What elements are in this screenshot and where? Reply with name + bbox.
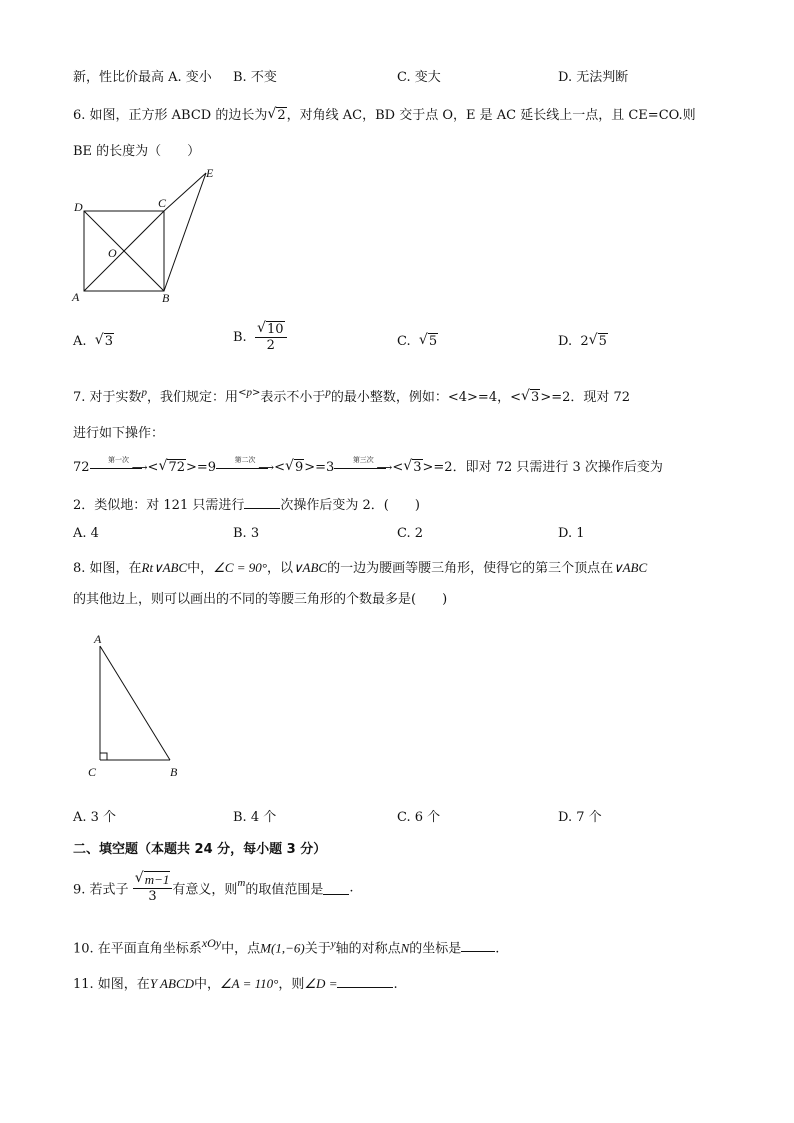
fraction: √ $\frac{m-1}{3}$ — [133, 872, 173, 904]
q8-option-c: C. 6 个 — [397, 810, 441, 825]
q7-option-b: B. 3 — [233, 526, 260, 541]
q6-option-d: D. 2√ 5 — [558, 334, 608, 349]
label-b: B — [162, 291, 170, 305]
label-o: O — [108, 246, 117, 260]
section-title: 二、填空题（本题共 24 分，每小题 3 分） — [73, 842, 327, 857]
q7-line1: 7. 对于实数$^p$，我们规定：用$^{<p>}$表示不小于$^p$的最小整数，例如：<4>=4，<√ 3>=2．现对 72 — [73, 386, 630, 405]
answer-blank — [244, 496, 280, 509]
q7-option-a: A. 4 — [73, 526, 99, 541]
q7-line2: 进行如下操作： — [73, 426, 165, 441]
q11-line: 11. 如图，在Y ABCD中，∠A = 110°，则∠D = . — [73, 976, 398, 992]
q9-line: 9. 若式子 √ $\frac{m-1}{3}$ 有意义，则$^m$的取值范围是 . — [73, 872, 353, 904]
q6-option-c: C. √ 5 — [397, 334, 438, 349]
q8-figure-triangle — [82, 628, 192, 783]
label-a: A — [94, 632, 102, 646]
right-angle-mark — [100, 753, 107, 760]
q7-option-d: D. 1 — [558, 526, 585, 541]
label-d: D — [74, 200, 83, 214]
q8-option-b: B. 4 个 — [233, 810, 277, 825]
q6-line1: 6. 如图，正方形 ABCD 的边长为√ 2，对角线 AC，BD 交于点 O，E 是 AC 延长线上一点，且 CE=CO.则 — [73, 104, 696, 123]
label-c: C — [88, 765, 97, 779]
arrow-second: 第二次 ⟶ — [216, 461, 274, 475]
segment-be — [164, 173, 206, 291]
q8-option-d: D. 7 个 — [558, 810, 602, 825]
q5-option-c: C. 变大 — [397, 70, 441, 85]
answer-blank — [323, 882, 349, 895]
q6-option-a: A. √ 3 — [73, 334, 114, 349]
label-e: E — [206, 166, 214, 180]
arrow-first: 第一次 ⟶ — [90, 461, 148, 475]
q5-stem: 新，性比价最高 A. 变小 — [73, 70, 212, 85]
q6-option-b: B. √ $\frac{10}{2}$ — [233, 322, 287, 353]
q8-option-a: A. 3 个 — [73, 810, 117, 825]
q7-line4: 2．类似地：对 121 只需进行 次操作后变为 2．( ) — [73, 498, 420, 513]
q6-line2: BE 的长度为（ ） — [73, 144, 201, 159]
fraction: √ $\frac{10}{2}$ — [255, 322, 287, 353]
label-b: B — [170, 765, 178, 779]
q5-option-d: D. 无法判断 — [558, 70, 629, 85]
q8-line1: 8. 如图，在Rt∨ABC中，∠C = 90°，以∨ABC的一边为腰画等腰三角形，使得它的第三个顶点在∨ABC — [73, 560, 648, 576]
q6-figure-square — [70, 165, 230, 310]
answer-blank — [337, 975, 393, 988]
arrow-third: 第三次 ⟶ — [334, 461, 392, 475]
label-c: C — [158, 196, 167, 210]
sqrt: √ 2 — [267, 108, 286, 123]
q7-option-c: C. 2 — [397, 526, 424, 541]
q7-operation-chain: 72 第一次 ⟶ <√ 72>=9 第二次 ⟶ <√ 9>=3 第三次 ⟶ <√ 3>=2．即对 72 只需进行 3 次操作后变为 — [73, 456, 663, 475]
q5-option-b: B. 不变 — [233, 70, 277, 85]
side-ab — [100, 646, 170, 760]
q8-line2: 的其他边上，则可以画出的不同的等腰三角形的个数最多是( ) — [73, 592, 448, 607]
label-a: A — [72, 290, 80, 304]
answer-blank — [461, 939, 495, 952]
q10-line: 10. 在平面直角坐标系$^{xOy}$中，点M(1,−6)关于$^y$轴的对称点N的坐标是 . — [73, 936, 500, 957]
